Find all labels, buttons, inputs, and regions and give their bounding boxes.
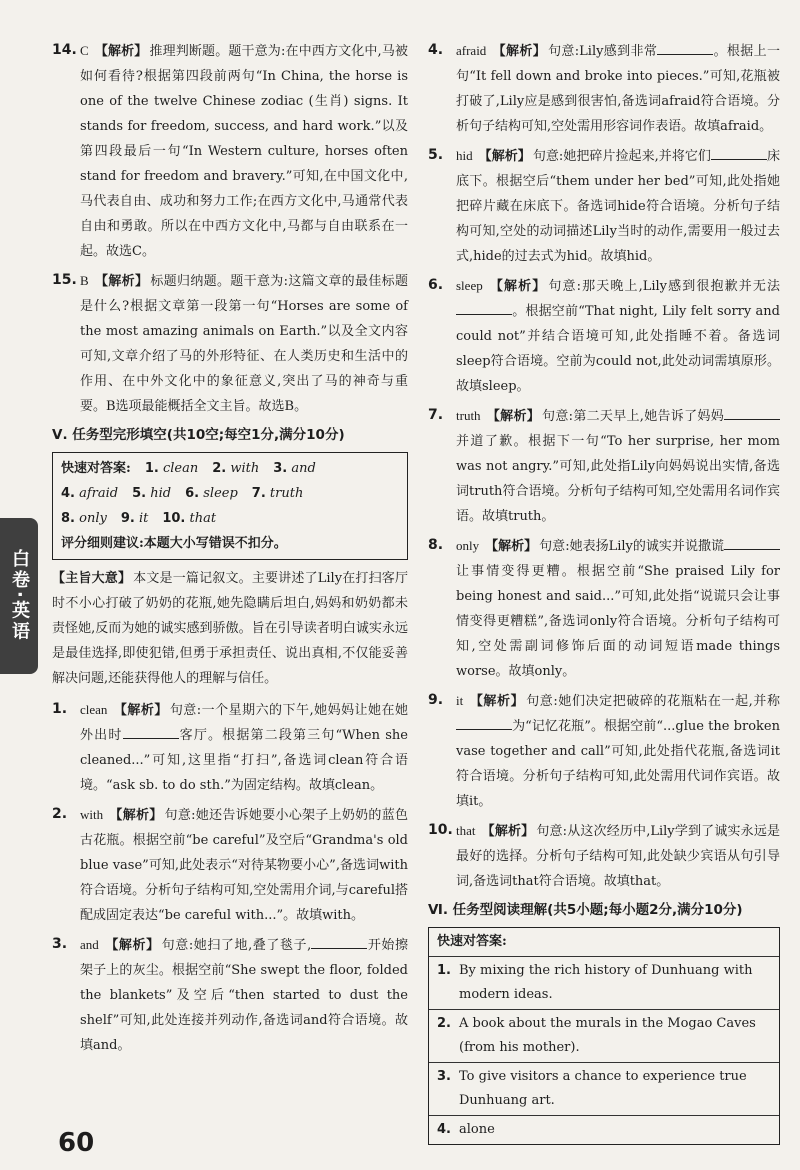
answer-text: alone: [459, 1122, 495, 1137]
quick-answer: 5. hid: [132, 486, 172, 501]
answer-blank: [724, 535, 780, 550]
analysis-tag: 【解析】: [488, 279, 547, 294]
item-answer: sleep: [456, 278, 483, 293]
answer-blank: [456, 715, 512, 730]
right-column: [428, 38, 780, 1145]
item-number: 5.: [428, 147, 444, 163]
quick-answer-row: [429, 1010, 779, 1063]
main-idea-text: 本文是一篇记叙文。主要讲述了Lily在打扫客厅时不小心打破了奶奶的花瓶,她先隐瞒后坦白,妈妈和奶奶都未责怪她,反而为她的诚实感到骄傲。旨在引导读者明白诚实永远是最佳选择,即使犯错,但勇于承担责任、说出真相,不仅能妥善解决问题,还能获得他人的理解与信任。: [52, 571, 408, 686]
item-answer: truth: [456, 408, 481, 423]
item-text: 句意:她扫了地,叠了毯子,: [161, 938, 312, 953]
item-number: 3.: [437, 1069, 451, 1084]
blank-item-7: [428, 403, 780, 529]
item-number: 6.: [428, 277, 444, 293]
quick-answer-row: [429, 957, 779, 1010]
quick-answer: 2. with: [212, 461, 260, 476]
quick-answer-title: 快速对答案:: [429, 928, 779, 957]
blank-item-4: [428, 38, 780, 139]
item-text: 。根据空前“That night, Lily felt sorry and could not”并结合语境可知,此处指睡不着。备选词sleep符合语境。空前为could not,此处动词需填原形。故填sleep。: [456, 304, 780, 394]
quick-answer-row: [429, 1063, 779, 1116]
quick-answer-row: [61, 506, 399, 531]
quick-answer: 4. afraid: [61, 486, 119, 501]
blank-item-6: [428, 273, 780, 399]
analysis-tag: 【解析】: [94, 44, 148, 59]
answer-blank: [657, 40, 713, 55]
answer-blank: [123, 724, 179, 739]
item-number: 2.: [52, 806, 68, 822]
blank-item-9: [428, 688, 780, 814]
blank-item-5: [428, 143, 780, 269]
blank-item-1: [52, 697, 408, 798]
analysis-tag: 【解析】: [478, 149, 531, 164]
answer-blank: [711, 145, 767, 160]
item-number: 9.: [428, 692, 444, 708]
item-number: 4.: [428, 42, 444, 58]
item-number: 2.: [437, 1016, 451, 1031]
main-idea-tag: 【主旨大意】: [52, 571, 132, 586]
analysis-tag: 【解析】: [94, 274, 149, 289]
item-number: 14.: [52, 42, 77, 58]
quick-answer: 3. and: [273, 461, 316, 476]
quick-answer: 10. that: [162, 511, 217, 526]
answer-item-14: [52, 38, 408, 264]
item-answer: C: [80, 43, 89, 58]
item-text: 句意:她把碎片捡起来,并将它们: [532, 149, 711, 164]
item-text: 句意:Lily感到非常: [548, 44, 658, 59]
item-number: 10.: [428, 822, 453, 838]
quick-answer-row: [61, 481, 399, 506]
item-text: 推理判断题。题干意为:在中西方文化中,马被如何看待?根据第四段前两句“In China, the horse is one of the twelve Chinese zodiac (生肖) signs. It stands for freedom, success, and hard work.”以及第四段最后一句“In Western culture, horses often stand for freedom and bravery.”可知,在中国文化中,马代表自由、成功和努力工作;在西方文化中,马通常代表自由和勇敢。所以在中西方文化中,马都与自由联系在一起。故选C。: [80, 44, 408, 259]
item-text: 句意:她还告诉她要小心架子上奶奶的蓝色古花瓶。根据空前“be careful”及空后“Grandma's old blue vase”可知,此处表示“对待某物要小心”,备选词with符合语境。分析句子结构可知,空处需用介词,与careful搭配成固定表达“be careful with...”。故填with。: [80, 808, 408, 923]
quick-answer: 7. truth: [251, 486, 304, 501]
analysis-tag: 【解析】: [481, 824, 535, 839]
item-text: 标题归纳题。题干意为:这篇文章的最佳标题是什么?根据文章第一段第一句“Horses are some of the most amazing animals on Earth.”以及全文内容可知,文章介绍了马的外形特征、在人类历史和生活中的作用、在中外文化中的象征意义,突出了马的神奇与重要。B选项最能概括全文主旨。故选B。: [80, 274, 408, 414]
analysis-tag: 【解析】: [104, 938, 160, 953]
item-text: 句意:她们决定把破碎的花瓶粘在一起,并称: [526, 694, 780, 709]
answer-text: By mixing the rich history of Dunhuang with modern ideas.: [459, 963, 753, 1002]
item-answer: clean: [80, 702, 108, 717]
analysis-tag: 【解析】: [109, 808, 163, 823]
answer-blank: [456, 300, 512, 315]
item-number: 1.: [437, 963, 451, 978]
analysis-tag: 【解析】: [113, 703, 168, 718]
quick-answer-box: [52, 452, 408, 560]
item-number: 15.: [52, 272, 77, 288]
left-column: [52, 38, 408, 1062]
item-text: 并道了歉。根据下一句“To her surprise, her mom was not angry.”可知,此处指Lily向妈妈说出实情,备选词truth符合语境。分析句子结构可知,空处需用名词作宾语。故填truth。: [456, 434, 780, 524]
quick-answer-title: 快速对答案:: [61, 461, 131, 476]
blank-item-2: [52, 802, 408, 928]
item-text: 为“记忆花瓶”。根据空前“...glue the broken vase together and call”可知,此处指代花瓶,备选词it符合语境。分析句子结构可知,此处需用代词作宾语。故填it。: [456, 719, 780, 809]
item-answer: hid: [456, 148, 473, 163]
quick-answer: 1. clean: [144, 461, 199, 476]
quick-answer: 8. only: [61, 511, 107, 526]
answer-blank: [724, 405, 780, 420]
scoring-note: 评分细则建议:本题大小写错误不扣分。: [61, 536, 287, 551]
item-number: 8.: [428, 537, 444, 553]
item-number: 4.: [437, 1122, 451, 1137]
answer-text: To give visitors a chance to experience true Dunhuang art.: [459, 1069, 747, 1108]
blank-item-8: [428, 533, 780, 684]
section-5-title: Ⅴ. 任务型完形填空(共10空;每空1分,满分10分): [52, 427, 345, 443]
answer-text: A book about the murals in the Mogao Caves (from his mother).: [459, 1016, 756, 1055]
item-text: 句意:第二天早上,她告诉了妈妈: [542, 409, 724, 424]
quick-answer: 9. it: [120, 511, 149, 526]
main-idea: [52, 566, 408, 691]
analysis-tag: 【解析】: [492, 44, 547, 59]
item-number: 7.: [428, 407, 444, 423]
page-number: 60: [58, 1128, 95, 1158]
item-text: 开始擦架子上的灰尘。根据空前“She swept the floor, folded the blankets”及空后“then started to dust the shelf”可知,此处连接并列动作,备选词and符合语境。故填and。: [80, 938, 408, 1053]
item-answer: that: [456, 823, 476, 838]
item-text: 床底下。根据空后“them under her bed”可知,此处指她把碎片藏在床底下。备选词hide符合语境。分析句子结构可知,空处的动词描述Lily当时的动作,需要用一般过去式,hide的过去式为hid。故填hid。: [456, 149, 780, 264]
quick-answer-box-6: [428, 927, 780, 1145]
blank-item-10: [428, 818, 780, 894]
item-answer: afraid: [456, 43, 487, 58]
quick-answer-row: [429, 1116, 779, 1144]
item-text: 句意:那天晚上,Lily感到很抱歉并无法: [548, 279, 780, 294]
item-answer: with: [80, 807, 104, 822]
analysis-tag: 【解析】: [485, 539, 538, 554]
quick-answer-row: [61, 456, 399, 481]
analysis-tag: 【解析】: [486, 409, 541, 424]
answer-blank: [311, 934, 367, 949]
item-answer: B: [80, 273, 89, 288]
item-text: 客厅。根据第二段第三句“When she cleaned...”可知,这里指“打扫”,备选词clean符合语境。“ask sb. to do sth.”为固定结构。故填clean。: [80, 728, 408, 793]
blank-item-3: [52, 932, 408, 1058]
section-6-title: Ⅵ. 任务型阅读理解(共5小题;每小题2分,满分10分): [428, 902, 743, 918]
item-text: 让事情变得更糟。根据空前“She praised Lily for being honest and said...”可知,此处指“说谎只会让事情变得更糟糕”,备选词only符合语境。分析句子结构可知,空处需副词修饰后面的动词短语made things worse。故填only。: [456, 564, 780, 679]
answer-item-15: [52, 268, 408, 419]
item-text: 句意:一个星期六的下午,她妈妈让她在她外出时: [80, 703, 408, 743]
side-tab-label: 白卷·英语: [0, 518, 38, 674]
item-answer: it: [456, 693, 464, 708]
item-answer: and: [80, 937, 99, 952]
item-text: 句意:从这次经历中,Lily学到了诚实永远是最好的选择。分析句子结构可知,此处缺少宾语从句引导词,备选词that符合语境。故填that。: [456, 824, 780, 889]
analysis-tag: 【解析】: [469, 694, 525, 709]
item-text: 。根据上一句“It fell down and broke into pieces.”可知,花瓶被打破了,Lily应是感到很害怕,备选词afraid符合语境。分析句子结构可知,空处需用形容词作表语。故填afraid。: [456, 44, 780, 134]
quick-answer: 6. sleep: [185, 486, 238, 501]
item-number: 3.: [52, 936, 68, 952]
item-text: 句意:她表扬Lily的诚实并说撒谎: [539, 539, 724, 554]
item-answer: only: [456, 538, 480, 553]
item-number: 1.: [52, 701, 68, 717]
